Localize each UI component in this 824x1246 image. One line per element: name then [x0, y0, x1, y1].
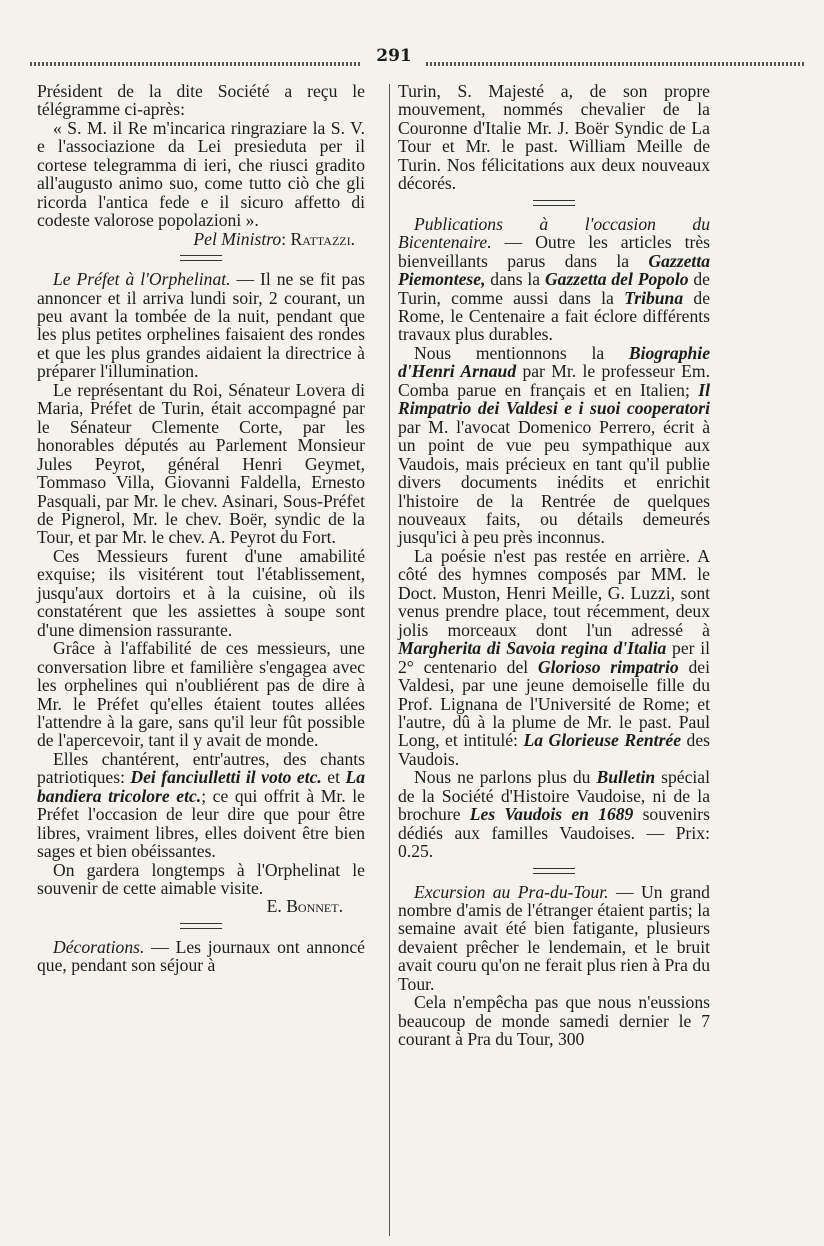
publication-title: Biographie d'Henri Arnaud [398, 342, 710, 382]
article-text: — Un grand nombre d'amis de l'étranger étaient partis; la semaine avait été bien fatigante, plusieurs devaient prêcher le lendemain, et le bruit avait couru qu'on ne ferait plus rien à Pra du Tour. [398, 881, 710, 994]
paragraph: On gardera longtemps à l'Orphelinat le souvenir de cette aimable visite. [37, 859, 365, 899]
signature-prefix: Pel Ministro [193, 228, 282, 249]
poem-title: La Glorieuse Rentrée [523, 730, 682, 751]
text-run: Nous mentionnons la [414, 342, 629, 363]
text-run: Elles chantérent, entr'autres, des chants patriotiques: [37, 748, 365, 788]
article-publications [398, 215, 710, 344]
paragraph [398, 344, 710, 547]
signature-name: : Rattazzi. [281, 228, 355, 249]
publication-title: Bulletin [596, 767, 656, 788]
text-run: de Rome, le Centenaire a fait éclore différents travaux plus durables. [398, 287, 710, 345]
text-run: Nous ne parlons plus du [414, 767, 597, 788]
paragraph [37, 750, 365, 861]
text-run: par Mr. le professeur Em. Comba parue en français et en Italien; [398, 361, 710, 400]
text-run: souvenirs dédiés aux familles Vaudoises. — Prix: 0.25. [398, 804, 711, 862]
poem-title: Margherita di Savoia regina d'Italia [398, 638, 667, 659]
article-excursion [398, 883, 710, 994]
article-orphelinat [37, 270, 365, 381]
section-separator [180, 923, 222, 929]
article-text: — Il ne se fit pas annoncer et il arriva lundi soir, 2 courant, un peu avant la tombée de la nuit, pendant que les plus petites orphelines faisaient des rondes et que les plus grandes aidaient la directrice à préparer l'illumination. [37, 269, 365, 382]
paragraph: Turin, S. Majesté a, de son propre mouvement, nommés chevalier de la Couronne d'Italie Mr. J. Boër Syndic de La Tour et Mr. le past. William Meille de Turin. Nos félicitations aux deux nouveaux décorés. [398, 81, 710, 194]
article-title: Le Préfet à l'Orphelinat. [53, 269, 231, 290]
paragraph: Le représentant du Roi, Sénateur Lovera di Maria, Préfet de Turin, était accompagné par le Sénateur Clemente Corte, par les honorables députés au Parlement Monsieur Jules Peyrot, général Henri Geymet, Tommaso Villa, Giovanni Faldella, Ernesto Pasquali, par Mr. le chev. Asinari, Sous-Préfet de Pignerol, Mr. le chev. Boër, syndic de la Tour, et par Mr. le chev. A. Peyrot du Fort. [37, 379, 365, 548]
publication-title: Gazzetta Piemontese, [398, 250, 710, 290]
left-column [37, 82, 365, 975]
text-run: et [321, 767, 346, 788]
publication-title: Les Vaudois en 1689 [469, 804, 634, 825]
text-run: spécial de la Société d'Histoire Vaudoise, ni de la brochure [398, 767, 710, 825]
poem-title: Glorioso rimpatrio [537, 656, 679, 677]
header-rule-right [426, 62, 806, 66]
article-title: Décorations. [53, 936, 145, 957]
song-title: La bandiera tricolore etc. [37, 767, 365, 806]
page-number: 291 [376, 46, 412, 66]
paragraph: Cela n'empêcha pas que nous n'eussions beaucoup de monde samedi dernier le 7 courant à Pra du Tour, 300 [398, 992, 710, 1050]
text-run: La poésie n'est pas restée en arrière. A côté des hymnes composés par MM. le Doct. Muston, Henri Meille, G. Luzzi, sont venus prendre place, tout récemment, deux jolis morceaux dont l'un adressé à [398, 545, 710, 640]
section-separator [180, 255, 222, 261]
text-run: des Vaudois. [398, 730, 710, 769]
article-text: — Les journaux ont annoncé que, pendant son séjour à [37, 936, 365, 976]
article-title: Publications à l'occasion du Bicentenaire. [398, 213, 710, 253]
article-decorations [37, 938, 365, 975]
column-divider [389, 84, 390, 1236]
text-run: — Outre les articles très bienveillants parus dans la [398, 232, 710, 271]
text-run: dans la [485, 269, 545, 290]
telegram-quote: « S. M. il Re m'incarica ringraziare la S. V. e l'associazione da Lei presieduta per il cortese telegramma di ieri, che riusci gradito all'augusto animo suo, come tutto ciò che gli ricorda l'antica fede e il sicuro affetto di codeste valorose popolazioni ». [37, 117, 365, 231]
article-title: Excursion au Pra-du-Tour. [414, 881, 609, 902]
text-run: dei Valdesi, par une jeune demoiselle fille du Prof. Lignana de l'Université de Rome; et l'autre, dû à la plume de Mr. le past. Paul Long, et intitulé: [398, 656, 710, 751]
section-separator [533, 200, 575, 206]
paragraph: Président de la dite Société a reçu le télégramme ci-après: [37, 81, 365, 120]
paragraph [398, 547, 710, 768]
section-separator [533, 868, 575, 874]
paragraph [398, 768, 710, 860]
signature-minister [37, 230, 365, 248]
right-column [398, 82, 710, 1049]
text-run: de Turin, comme aussi dans la [398, 269, 710, 308]
song-title: Dei fanciulletti il voto etc. [130, 767, 322, 788]
page-header [30, 44, 806, 70]
paragraph: Ces Messieurs furent d'une amabilité exquise; ils visitérent tout l'établissement, jusqu'aux dortoirs et à la cuisine, où ils constatérent que les assiettes à soupe sont d'une dimension rassurante. [37, 545, 365, 640]
publication-title: Tribuna [624, 287, 684, 308]
header-rule-left [30, 62, 360, 66]
publication-title: Il Rimpatrio dei Valdesi e i suoi cooperatori [398, 379, 710, 419]
signature-author: E. Bonnet. [266, 896, 343, 917]
paragraph: Grâce à l'affabilité de ces messieurs, une conversation libre et familière s'engagea avec les orphelines qui n'oubliérent pas de dire à Mr. le Préfet qu'elles étaient toutes allées l'attendre à la gare, sans qu'il leur fût possible de l'apercevoir, tant il y avait de monde. [37, 638, 365, 751]
text-run: per il 2° centenario del [398, 638, 710, 677]
text-run: par M. l'avocat Domenico Perrero, écrit à un point de vue peu sympathique aux Vaudois, mais précieux en tant qu'il publie divers documents inédits et enrichit l'histoire de la Rentrée de quelques nouveaux faits, ou détails demeurés jusqu'ici à peu près inconnus. [398, 416, 710, 548]
text-run: ; ce qui offrit à Mr. le Préfet l'occasion de leur dire que pour être libres, vraiment libres, elles doivent être bien sages et bien obéissantes. [37, 785, 365, 862]
publication-title: Gazzetta del Popolo [544, 269, 689, 290]
